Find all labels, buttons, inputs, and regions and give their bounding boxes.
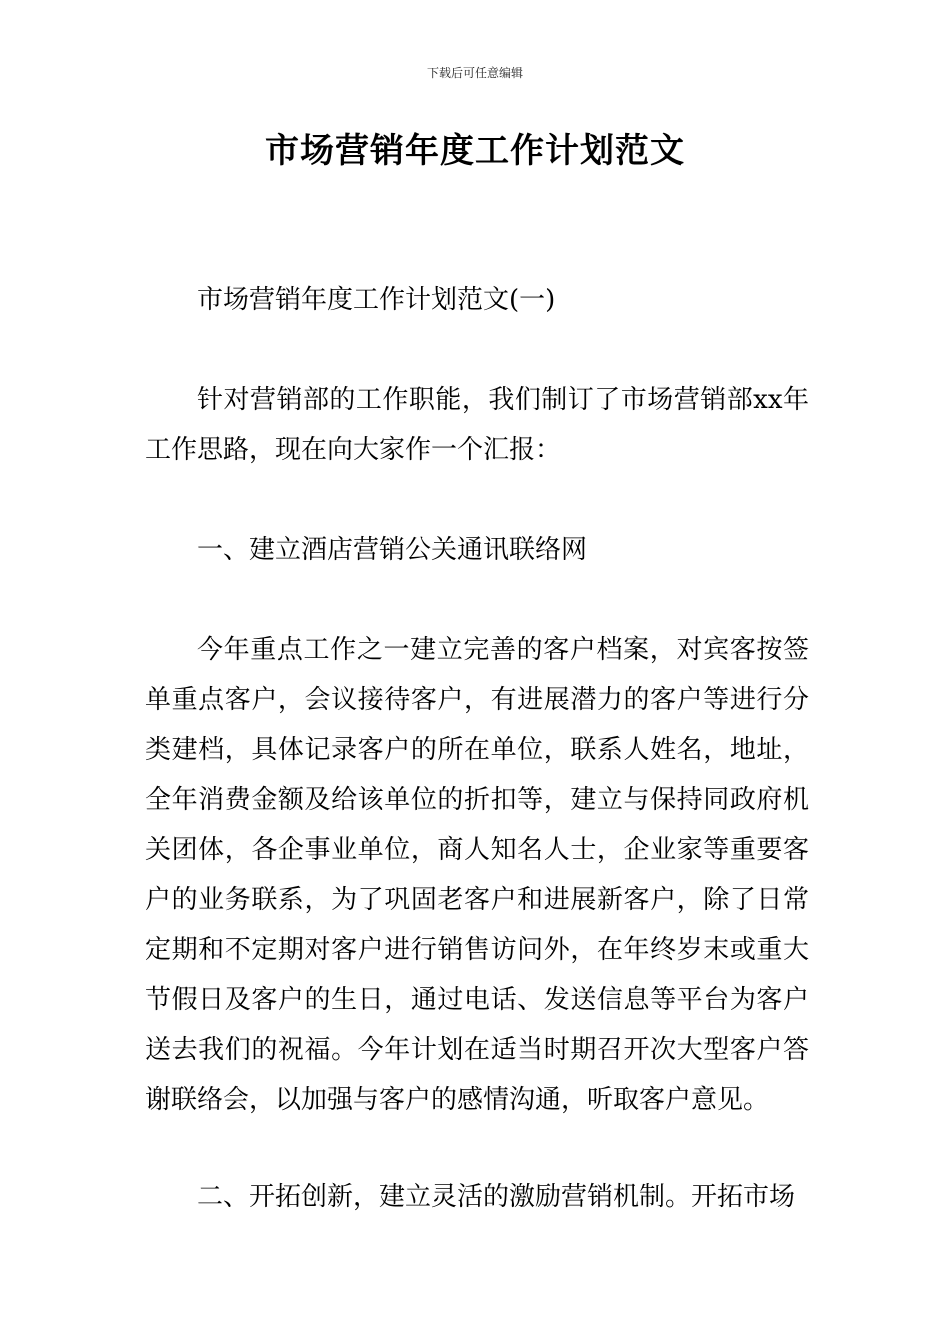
body-paragraph-1: 今年重点工作之一建立完善的客户档案，对宾客按签单重点客户，会议接待客户，有进展潜力的客户等进行分类建档，具体记录客户的所在单位，联系人姓名，地址，全年消费金额及给该单位的折扣等，建立与保持同政府机关团体，各企事业单位，商人知名人士，企业家等重要客户的业务联系，为了巩固老客户和进展新客户，除了日常定期和不定期对客户进行销售访问外，在年终岁末或重大节假日及客户的生日，通过电话、发送信息等平台为客户送去我们的祝福。今年计划在适当时期召开次大型客户答谢联络会，以加强与客户的感情沟通，听取客户意见。 (145, 635, 809, 1115)
section-heading-1: 一、建立酒店营销公关通讯联络网 (197, 535, 588, 565)
document-title: 市场营销年度工作计划范文 (265, 131, 685, 171)
page-header-note: 下载后可任意编辑 (426, 66, 523, 80)
intro-paragraph: 针对营销部的工作职能，我们制订了市场营销部xx年工作思路，现在向大家作一个汇报： (145, 385, 809, 465)
section-heading-2: 二、开拓创新，建立灵活的激励营销机制。开拓市场 (197, 1182, 796, 1212)
section-subtitle: 市场营销年度工作计划范文(一) (197, 285, 556, 315)
